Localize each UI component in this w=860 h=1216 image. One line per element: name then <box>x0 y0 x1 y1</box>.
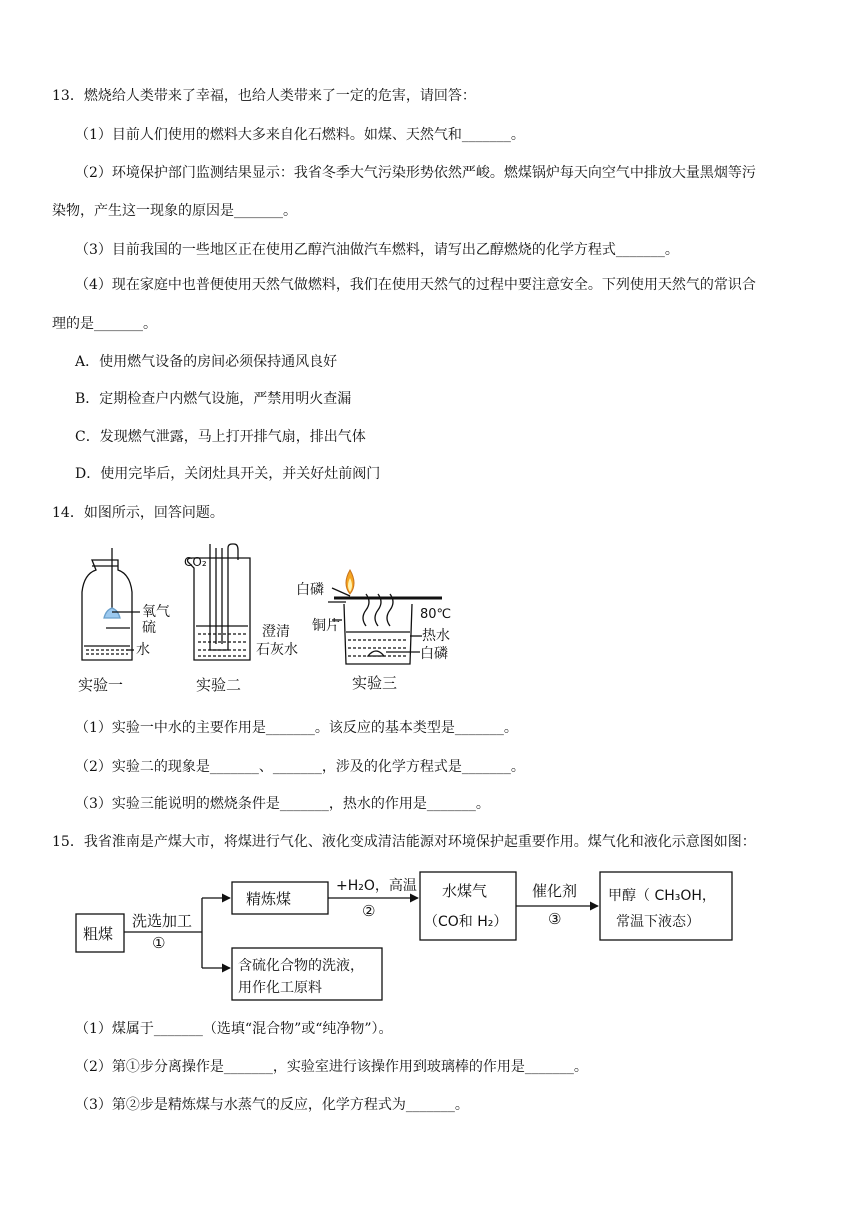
q14-part2: （2）实验二的现象是_______、_______，涉及的化学方程式是_______。 <box>75 759 525 775</box>
q13-option-d: D．使用完毕后，关闭灶具开关，并关好灶前阀门 <box>75 466 381 482</box>
flow-step1-number: ① <box>152 934 166 952</box>
q15-flow-diagram <box>70 866 740 1006</box>
exp1-label-sulfur: 硫 <box>142 620 156 636</box>
exp2-caption: 实验二 <box>196 676 242 694</box>
exp3-label-hot-water: 热水 <box>422 628 450 644</box>
flow-step2-label: +H₂O，高温 <box>336 878 417 894</box>
exp1-label-oxygen: 氧气 <box>142 604 170 620</box>
exp1-label-water: 水 <box>136 642 150 658</box>
q13-option-c: C．发现燃气泄露，马上打开排气扇，排出气体 <box>75 429 366 445</box>
q13-stem: 13．燃烧给人类带来了幸福，也给人类带来了一定的危害，请回答： <box>52 88 476 104</box>
flow-raw-coal: 粗煤 <box>83 925 114 943</box>
q13-part4-line1: （4）现在家庭中也普便使用天然气做燃料，我们在使用天然气的过程中要注意安全。下列使用天然气的常识合 <box>75 277 756 293</box>
q15-part2: （2）第①步分离操作是_______，实验室进行该操作用到玻璃棒的作用是_______。 <box>75 1059 588 1075</box>
exp3-label-white-phosphorus-bottom: 白磷 <box>420 646 448 662</box>
exp3-label-temperature: 80℃ <box>420 607 452 622</box>
q15-stem: 15．我省淮南是产煤大市，将煤进行气化、液化变成清洁能源对环境保护起重要作用。煤气化和液化示意图如图： <box>52 834 756 850</box>
flow-byproduct-line2: 用作化工原料 <box>238 980 322 996</box>
flow-step2-number: ② <box>362 902 376 920</box>
q14-part1: （1）实验一中水的主要作用是_______。该反应的基本类型是_______。 <box>75 720 518 736</box>
flow-water-gas-components: （CO和 H₂） <box>424 914 508 930</box>
q13-part2-line2: 染物，产生这一现象的原因是_______。 <box>52 203 297 219</box>
q13-part1: （1）目前人们使用的燃料大多来自化石燃料。如煤、天然气和_______。 <box>75 127 525 143</box>
exp3-label-white-phosphorus-top: 白磷 <box>296 582 324 598</box>
flow-methanol-line2: 常温下液态） <box>616 914 700 930</box>
q14-experiment-figure <box>70 540 470 700</box>
flow-water-gas: 水煤气 <box>442 882 488 900</box>
exp3-caption: 实验三 <box>352 674 398 692</box>
flow-step1-label: 洗选加工 <box>132 912 193 930</box>
q13-part4-line2: 理的是_______。 <box>52 316 157 332</box>
flow-step3-label: 催化剂 <box>532 882 578 900</box>
exp2-label-co2: CO₂ <box>184 555 207 569</box>
exp1-gas-bottle <box>82 548 140 660</box>
flow-refined-coal: 精炼煤 <box>246 890 292 908</box>
q14-stem: 14．如图所示，回答问题。 <box>52 505 224 521</box>
flow-step3-number: ③ <box>548 910 562 928</box>
q13-part3: （3）目前我国的一些地区正在使用乙醇汽油做汽车燃料，请写出乙醇燃烧的化学方程式_______。 <box>75 242 679 258</box>
q15-part1: （1）煤属于_______（选填“混合物”或“纯净物”）。 <box>75 1021 393 1037</box>
q15-part3: （3）第②步是精炼煤与水蒸气的反应，化学方程式为_______。 <box>75 1097 469 1113</box>
q13-part2-line1: （2）环境保护部门监测结果显示：我省冬季大气污染形势依然严峻。燃煤锅炉每天向空气中排放大量黑烟等污 <box>75 165 756 181</box>
exp3-label-copper: 铜片 <box>312 618 340 634</box>
q13-option-a: A．使用燃气设备的房间必须保持通风良好 <box>75 354 338 370</box>
flow-byproduct-line1: 含硫化合物的洗液， <box>238 958 364 974</box>
q14-part3: （3）实验三能说明的燃烧条件是_______，热水的作用是_______。 <box>75 796 490 812</box>
flow-methanol-line1: 甲醇（ CH₃OH， <box>608 888 716 904</box>
exp2-label-clear: 澄清 <box>262 624 290 640</box>
q13-option-b: B．定期检查户内燃气设施，严禁用明火查漏 <box>75 391 352 407</box>
exp2-label-limewater: 石灰水 <box>256 642 298 658</box>
exp1-caption: 实验一 <box>78 676 124 694</box>
